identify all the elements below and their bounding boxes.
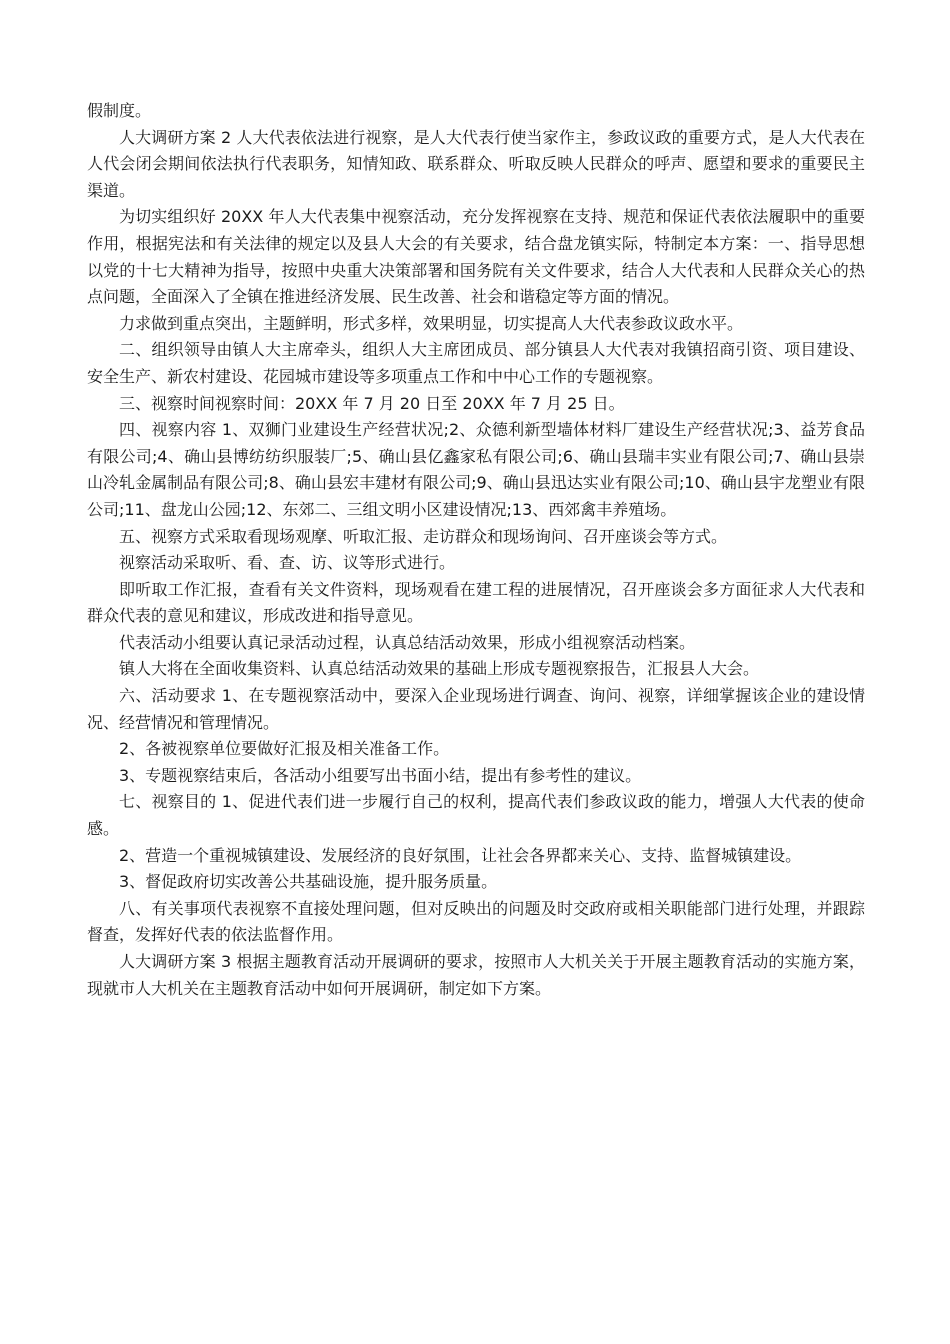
paragraph: 六、活动要求 1、在专题视察活动中，要深入企业现场进行调查、询问、视察，详细掌握该企业的建设情况、经营情况和管理情况。	[87, 686, 865, 732]
paragraph: 五、视察方式采取看现场观摩、听取汇报、走访群众和现场询问、召开座谈会等方式。	[119, 526, 728, 546]
paragraph: 代表活动小组要认真记录活动过程，认真总结活动效果，形成小组视察活动档案。	[119, 632, 696, 652]
paragraph: 七、视察目的 1、促进代表们进一步履行自己的权利，提高代表们参政议政的能力，增强人大代表的使命感。	[87, 792, 865, 839]
paragraph: 假制度。	[87, 101, 152, 120]
paragraph: 八、有关事项代表视察不直接处理问题，但对反映出的问题及时交政府或相关职能部门进行处理，并跟踪督查，发挥好代表的依法监督作用。	[87, 898, 865, 945]
paragraph: 3、专题视察结束后，各活动小组要写出书面小结，提出有参考性的建议。	[119, 765, 642, 785]
paragraph: 人大调研方案 3 根据主题教育活动开展调研的要求，按照市人大机关关于开展主题教育活动的实施方案，现就市人大机关在主题教育活动中如何开展调研，制定如下方案。	[87, 952, 865, 998]
paragraph: 镇人大将在全面收集资料、认真总结活动效果的基础上形成专题视察报告，汇报县人大会。	[119, 659, 760, 679]
paragraph: 二、组织领导由镇人大主席牵头，组织人大主席团成员、部分镇县人大代表对我镇招商引资、项目建设、安全生产、新农村建设、花园城市建设等多项重点工作和中中心工作的专题视察。	[87, 340, 865, 386]
paragraph: 即听取工作汇报，查看有关文件资料，现场观看在建工程的进展情况，召开座谈会多方面征求人大代表和群众代表的意见和建议，形成改进和指导意见。	[87, 579, 865, 626]
paragraph: 四、视察内容 1、双狮门业建设生产经营状况;2、众德利新型墙体材料厂建设生产经营状况;3、益芳食品有限公司;4、确山县博纺纺织服装厂;5、确山县亿鑫家私有限公司;6、确山县瑞丰实业有限公司;7、确山县崇山冷轧金属制品有限公司;8、确山县宏丰建材有限公司;9、确山县迅达实业有限公司;10、确山县宇龙塑业有限公司;11、盘龙山公园;12、东郊二、三组文明小区建设情况;13、西郊禽丰养殖场。	[87, 420, 865, 519]
paragraph: 三、视察时间视察时间：20XX 年 7 月 20 日至 20XX 年 7 月 25 日。	[119, 393, 625, 413]
paragraph: 为切实组织好 20XX 年人大代表集中视察活动，充分发挥视察在支持、规范和保证代表依法履职中的重要作用，根据宪法和有关法律的规定以及县人大会的有关要求，结合盘龙镇实际，特制定本方案：一、指导思想以党的十七大精神为指导，按照中央重大决策部署和国务院有关文件要求，结合人大代表和人民群众关心的热点问题，全面深入了全镇在推进经济发展、民生改善、社会和谐稳定等方面的情况。	[87, 207, 865, 307]
paragraph: 视察活动采取听、看、查、访、议等形式进行。	[119, 553, 456, 573]
paragraph: 人大调研方案 2 人大代表依法进行视察，是人大代表行使当家作主，参政议政的重要方式，是人大代表在人代会闭会期间依法执行代表职务，知情知政、联系群众、听取反映人民群众的呼声、愿望和要求的重要民主渠道。	[87, 127, 865, 200]
document-body	[87, 98, 865, 1002]
paragraph: 力求做到重点突出，主题鲜明，形式多样，效果明显，切实提高人大代表参政议政水平。	[119, 313, 744, 333]
paragraph: 2、各被视察单位要做好汇报及相关准备工作。	[119, 739, 450, 759]
paragraph: 2、营造一个重视城镇建设、发展经济的良好氛围，让社会各界都来关心、支持、监督城镇建设。	[119, 845, 802, 865]
paragraph: 3、督促政府切实改善公共基础设施，提升服务质量。	[119, 872, 498, 892]
